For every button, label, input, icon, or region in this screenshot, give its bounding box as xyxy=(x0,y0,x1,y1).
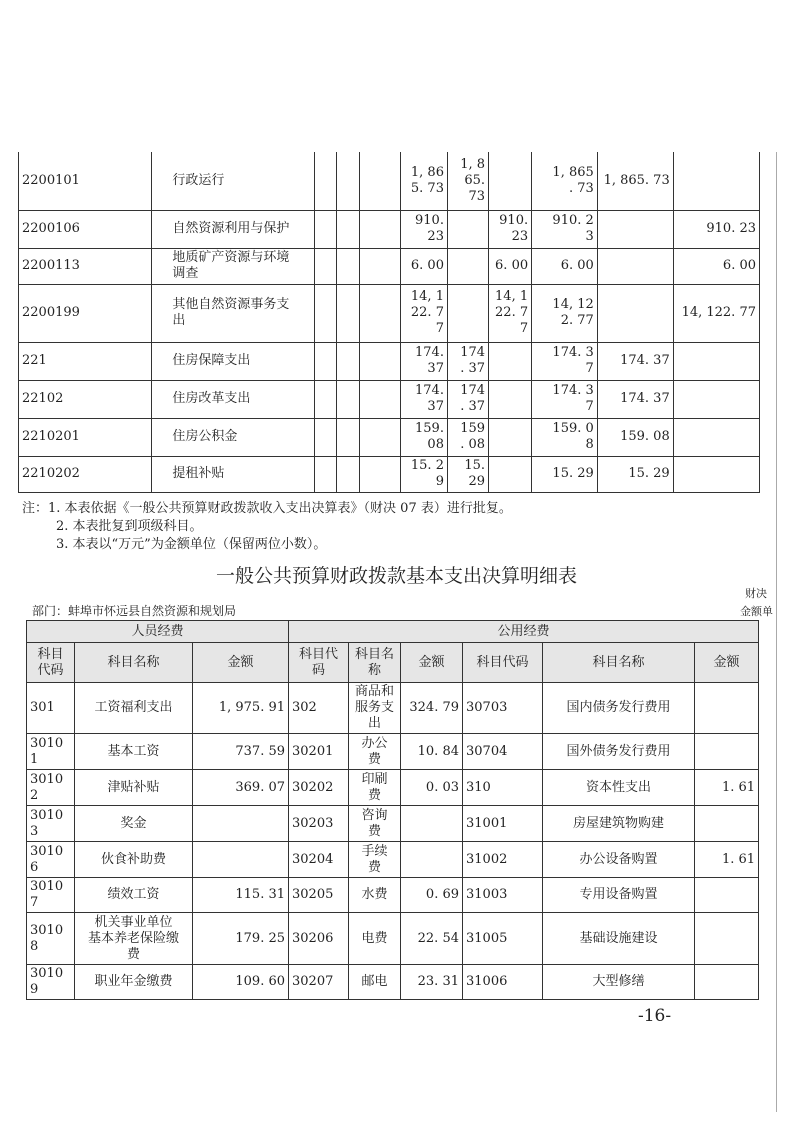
cell-code-2: 30203 xyxy=(289,806,349,842)
row-code: 2210202 xyxy=(19,456,152,492)
cell-code: 30103 xyxy=(27,806,75,842)
row-name: 地质矿产资源与环境 调查 xyxy=(152,248,314,284)
cell-amount-3: 1. 61 xyxy=(695,842,759,878)
row-name: 住房保障支出 xyxy=(152,342,314,380)
amount-cell: 14, 12 2. 77 xyxy=(532,284,598,342)
cell-amount-2: 10. 84 xyxy=(401,734,463,770)
blank-cell xyxy=(314,152,337,210)
amount-cell: 910. 2 3 xyxy=(532,210,598,248)
cell-code-2: 30202 xyxy=(289,770,349,806)
amount-cell: 14, 1 22. 7 7 xyxy=(489,284,532,342)
blank-cell xyxy=(314,342,337,380)
amount-cell xyxy=(489,380,532,418)
amount-cell: 159. 08 xyxy=(400,418,447,456)
cell-name-3: 基础设施建设 xyxy=(543,913,695,965)
cell-amount-2: 0. 03 xyxy=(401,770,463,806)
note-line-3: 3. 本表以“万元”为金额单位（保留两位小数）。 xyxy=(56,537,327,552)
amount-cell: 14, 1 22. 7 7 xyxy=(400,284,447,342)
table-row xyxy=(27,842,759,878)
cell-amount-3 xyxy=(695,965,759,1000)
group-public: 公用经费 xyxy=(289,621,759,643)
blank-cell xyxy=(359,284,400,342)
cell-name: 机关事业单位 基本养老保险缴 费 xyxy=(75,913,193,965)
blank-cell xyxy=(337,456,360,492)
cell-code: 30101 xyxy=(27,734,75,770)
amount-cell: 174 . 37 xyxy=(447,380,488,418)
cell-amount xyxy=(193,842,289,878)
cell-name-3: 资本性支出 xyxy=(543,770,695,806)
header-code-2: 科目代 码 xyxy=(289,643,349,683)
blank-cell xyxy=(337,342,360,380)
amount-cell: 6. 00 xyxy=(400,248,447,284)
amount-cell: 174. 37 xyxy=(597,342,673,380)
row-code: 2200106 xyxy=(19,210,152,248)
cell-amount-3 xyxy=(695,878,759,913)
row-name: 住房公积金 xyxy=(152,418,314,456)
cell-name: 绩效工资 xyxy=(75,878,193,913)
amount-cell xyxy=(597,284,673,342)
amount-cell: 6. 00 xyxy=(489,248,532,284)
cell-code-3: 310 xyxy=(463,770,543,806)
cell-code: 30107 xyxy=(27,878,75,913)
cell-amount-3 xyxy=(695,913,759,965)
blank-cell xyxy=(314,380,337,418)
amount-cell xyxy=(673,418,759,456)
blank-cell xyxy=(359,456,400,492)
table-row xyxy=(27,913,759,965)
cell-amount: 737. 59 xyxy=(193,734,289,770)
cell-code-3: 31002 xyxy=(463,842,543,878)
amount-cell: 159. 0 8 xyxy=(532,418,598,456)
cell-amount-3: 1. 61 xyxy=(695,770,759,806)
row-code: 22102 xyxy=(19,380,152,418)
table-row xyxy=(27,770,759,806)
cell-code-3: 30704 xyxy=(463,734,543,770)
row-name: 提租补贴 xyxy=(152,456,314,492)
cell-code-2: 302 xyxy=(289,683,349,734)
amount-cell: 174. 3 7 xyxy=(532,380,598,418)
cell-code-3: 30703 xyxy=(463,683,543,734)
cell-name-2: 咨询 费 xyxy=(349,806,401,842)
blank-cell xyxy=(337,418,360,456)
row-code: 2200199 xyxy=(19,284,152,342)
page-edge-line xyxy=(776,152,777,1112)
table-row xyxy=(27,878,759,913)
row-code: 2210201 xyxy=(19,418,152,456)
header-code-3: 科目代码 xyxy=(463,643,543,683)
cell-name-3: 大型修缮 xyxy=(543,965,695,1000)
row-name: 住房改革支出 xyxy=(152,380,314,418)
amount-cell: 15. 29 xyxy=(447,456,488,492)
amount-cell xyxy=(597,210,673,248)
cell-code-3: 31006 xyxy=(463,965,543,1000)
cell-name-2: 水费 xyxy=(349,878,401,913)
header-amount-3: 金额 xyxy=(695,643,759,683)
cell-code-3: 31003 xyxy=(463,878,543,913)
blank-cell xyxy=(359,210,400,248)
corner-label-2: 金额单 xyxy=(740,605,773,618)
amount-cell xyxy=(673,456,759,492)
amount-cell xyxy=(447,284,488,342)
cell-amount-2: 324. 79 xyxy=(401,683,463,734)
cell-amount: 369. 07 xyxy=(193,770,289,806)
amount-cell: 1, 865 . 73 xyxy=(532,152,598,210)
amount-cell: 910. 23 xyxy=(400,210,447,248)
cell-name-2: 手续 费 xyxy=(349,842,401,878)
cell-amount-2 xyxy=(401,806,463,842)
cell-name: 奖金 xyxy=(75,806,193,842)
cell-code: 30109 xyxy=(27,965,75,1000)
amount-cell: 174. 3 7 xyxy=(532,342,598,380)
cell-amount-2: 22. 54 xyxy=(401,913,463,965)
amount-cell: 159 . 08 xyxy=(447,418,488,456)
cell-code-3: 31005 xyxy=(463,913,543,965)
table-row xyxy=(27,683,759,734)
blank-cell xyxy=(314,210,337,248)
row-name: 其他自然资源事务支 出 xyxy=(152,284,314,342)
department-label: 部门：蚌埠市怀远县自然资源和规划局 xyxy=(32,604,237,618)
cell-code-2: 30201 xyxy=(289,734,349,770)
amount-cell: 1, 86 5. 73 xyxy=(400,152,447,210)
blank-cell xyxy=(337,248,360,284)
blank-cell xyxy=(337,210,360,248)
table-row xyxy=(19,152,760,210)
blank-cell xyxy=(359,152,400,210)
note-line-2: 2. 本表批复到项级科目。 xyxy=(56,519,203,534)
cell-name: 伙食补助费 xyxy=(75,842,193,878)
cell-name-3: 国外债务发行费用 xyxy=(543,734,695,770)
cell-name-3: 国内债务发行费用 xyxy=(543,683,695,734)
blank-cell xyxy=(314,284,337,342)
cell-code-3: 31001 xyxy=(463,806,543,842)
cell-name-2: 电费 xyxy=(349,913,401,965)
cell-name: 基本工资 xyxy=(75,734,193,770)
blank-cell xyxy=(337,284,360,342)
cell-code-2: 30206 xyxy=(289,913,349,965)
cell-code: 30108 xyxy=(27,913,75,965)
cell-amount-3 xyxy=(695,734,759,770)
cell-name: 职业年金缴费 xyxy=(75,965,193,1000)
amount-cell xyxy=(673,380,759,418)
amount-cell xyxy=(489,342,532,380)
amount-cell: 6. 00 xyxy=(673,248,759,284)
amount-cell: 1, 865. 73 xyxy=(597,152,673,210)
header-name: 科目名称 xyxy=(75,643,193,683)
amount-cell xyxy=(673,152,759,210)
table-row xyxy=(19,284,760,342)
amount-cell: 174. 37 xyxy=(597,380,673,418)
cell-code-2: 30207 xyxy=(289,965,349,1000)
row-name: 自然资源利用与保护 xyxy=(152,210,314,248)
amount-cell xyxy=(597,248,673,284)
cell-name: 工资福利支出 xyxy=(75,683,193,734)
table-row xyxy=(27,806,759,842)
table-row xyxy=(19,342,760,380)
cell-amount: 1, 975. 91 xyxy=(193,683,289,734)
blank-cell xyxy=(359,342,400,380)
page-number: -16- xyxy=(638,1006,672,1026)
amount-cell xyxy=(673,342,759,380)
amount-cell: 15. 29 xyxy=(532,456,598,492)
cell-name-3: 房屋建筑物购建 xyxy=(543,806,695,842)
amount-cell: 174. 37 xyxy=(400,380,447,418)
blank-cell xyxy=(359,380,400,418)
cell-amount-2: 0. 69 xyxy=(401,878,463,913)
blank-cell xyxy=(359,248,400,284)
cell-name-3: 专用设备购置 xyxy=(543,878,695,913)
header-amount-2: 金额 xyxy=(401,643,463,683)
cell-amount xyxy=(193,806,289,842)
cell-name-2: 办公 费 xyxy=(349,734,401,770)
amount-cell xyxy=(489,456,532,492)
cell-amount-2 xyxy=(401,842,463,878)
amount-cell: 6. 00 xyxy=(532,248,598,284)
amount-cell: 15. 29 xyxy=(597,456,673,492)
table-row xyxy=(19,380,760,418)
blank-cell xyxy=(314,456,337,492)
cell-code: 301 xyxy=(27,683,75,734)
corner-label-1: 财决 xyxy=(745,587,767,600)
cell-name-2: 商品和 服务支 出 xyxy=(349,683,401,734)
amount-cell xyxy=(447,210,488,248)
cell-name-2: 邮电 xyxy=(349,965,401,1000)
amount-cell: 14, 122. 77 xyxy=(673,284,759,342)
section-title: 一般公共预算财政拨款基本支出决算明细表 xyxy=(215,565,577,587)
cell-name-2: 印刷 费 xyxy=(349,770,401,806)
table-row xyxy=(19,456,760,492)
cell-code: 30102 xyxy=(27,770,75,806)
blank-cell xyxy=(314,418,337,456)
amount-cell: 174. 37 xyxy=(400,342,447,380)
table-row xyxy=(19,418,760,456)
amount-cell: 15. 2 9 xyxy=(400,456,447,492)
header-name-3: 科目名称 xyxy=(543,643,695,683)
cell-amount: 115. 31 xyxy=(193,878,289,913)
group-personnel: 人员经费 xyxy=(27,621,289,643)
row-code: 221 xyxy=(19,342,152,380)
cell-amount: 179. 25 xyxy=(193,913,289,965)
expenditure-table xyxy=(18,152,760,493)
row-name: 行政运行 xyxy=(152,152,314,210)
cell-amount: 109. 60 xyxy=(193,965,289,1000)
amount-cell xyxy=(489,152,532,210)
basic-expenditure-table xyxy=(26,620,759,1000)
header-name-2: 科目名 称 xyxy=(349,643,401,683)
cell-amount-3 xyxy=(695,806,759,842)
cell-code: 30106 xyxy=(27,842,75,878)
row-code: 2200101 xyxy=(19,152,152,210)
amount-cell: 1, 8 65. 73 xyxy=(447,152,488,210)
amount-cell xyxy=(447,248,488,284)
amount-cell: 174 . 37 xyxy=(447,342,488,380)
cell-code-2: 30204 xyxy=(289,842,349,878)
amount-cell: 910. 23 xyxy=(673,210,759,248)
cell-amount-3 xyxy=(695,683,759,734)
row-code: 2200113 xyxy=(19,248,152,284)
note-line-1: 注：1. 本表依据《一般公共预算财政拨款收入支出决算表》（财决 07 表）进行批复。 xyxy=(22,501,512,516)
table-row xyxy=(27,965,759,1000)
cell-amount-2: 23. 31 xyxy=(401,965,463,1000)
header-code: 科目 代码 xyxy=(27,643,75,683)
table-row xyxy=(27,734,759,770)
cell-code-2: 30205 xyxy=(289,878,349,913)
blank-cell xyxy=(337,380,360,418)
blank-cell xyxy=(359,418,400,456)
blank-cell xyxy=(337,152,360,210)
amount-cell xyxy=(489,418,532,456)
amount-cell: 910. 23 xyxy=(489,210,532,248)
cell-name-3: 办公设备购置 xyxy=(543,842,695,878)
amount-cell: 159. 08 xyxy=(597,418,673,456)
table-row xyxy=(19,210,760,248)
header-amount: 金额 xyxy=(193,643,289,683)
blank-cell xyxy=(314,248,337,284)
table-row xyxy=(19,248,760,284)
cell-name: 津贴补贴 xyxy=(75,770,193,806)
